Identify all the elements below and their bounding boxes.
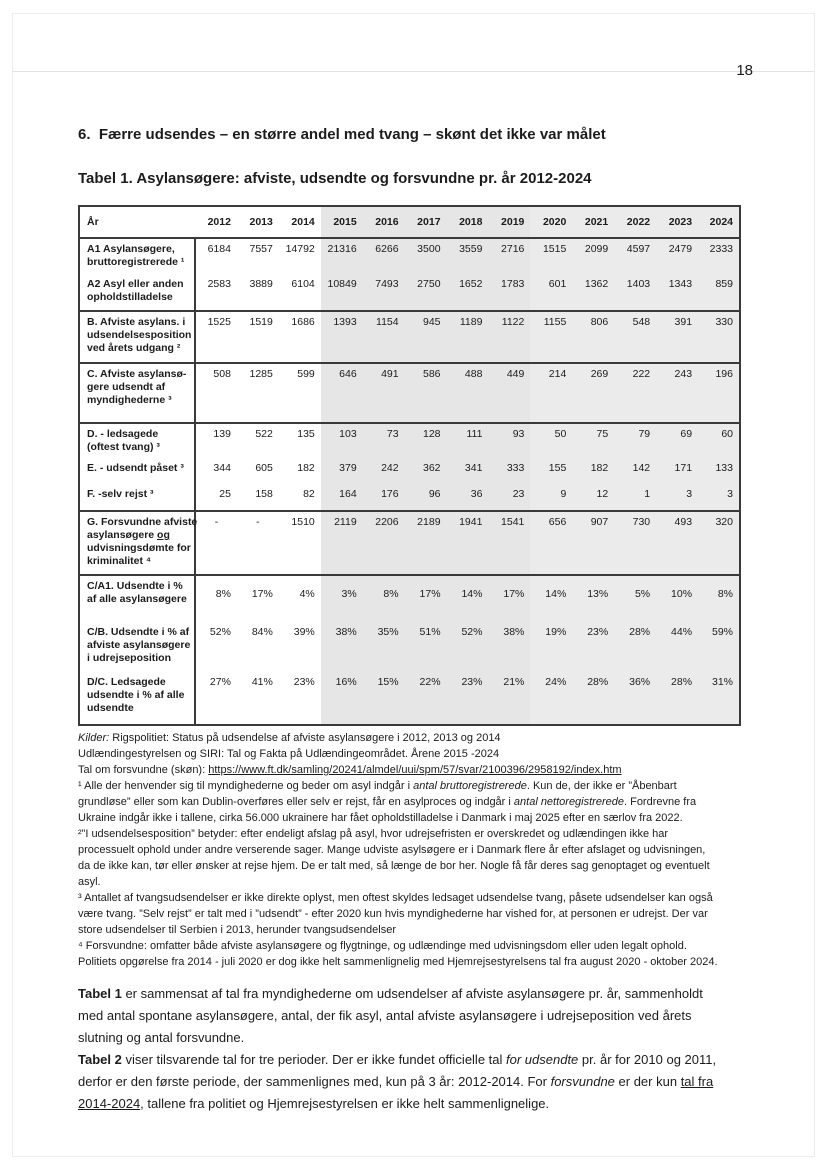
value-cell: 24% — [530, 672, 572, 725]
value-cell: 182 — [279, 458, 321, 484]
value-cell: 164 — [321, 484, 363, 511]
value-cell: 605 — [237, 458, 279, 484]
value-cell: 60 — [698, 423, 740, 458]
value-cell: 93 — [488, 423, 530, 458]
text-run: A1 Asylansøgere, — [87, 243, 175, 255]
value-cell: 196 — [698, 363, 740, 423]
row-label-line — [87, 529, 190, 542]
text-run: F. -selv rejst ³ — [87, 488, 154, 500]
value-cell: 158 — [237, 484, 279, 511]
value-cell: 1 — [614, 484, 656, 511]
text-run: afviste asylansøgere — [87, 639, 191, 651]
text-run: C/A1. Udsendte i % — [87, 580, 183, 592]
row-label-line — [87, 516, 198, 529]
footnotes — [78, 730, 718, 970]
body-text — [78, 983, 723, 1115]
table-row-A2 — [79, 274, 740, 311]
table-row-C — [79, 363, 740, 423]
value-cell: 1941 — [447, 511, 489, 575]
value-cell: 1519 — [237, 311, 279, 363]
value-cell: 23 — [488, 484, 530, 511]
value-cell: 243 — [656, 363, 698, 423]
table-row-CB — [79, 622, 740, 672]
value-cell: 111 — [447, 423, 489, 458]
row-label — [79, 458, 195, 484]
value-cell: 19% — [530, 622, 572, 672]
value-cell: 155 — [530, 458, 572, 484]
value-cell: 586 — [405, 363, 447, 423]
value-cell: 2716 — [488, 238, 530, 274]
value-cell: 6184 — [195, 238, 237, 274]
footnote-line — [78, 938, 718, 970]
value-cell: 6266 — [363, 238, 405, 274]
table-title: Tabel 1. Asylansøgere: afviste, udsendte og forsvundne pr. år 2012-2024 — [78, 170, 592, 187]
value-cell: 1362 — [572, 274, 614, 311]
text-run: . Kun de, der ikke er ”Åbenbart grundløse” eller som kan Dublin-overføres eller selv er rejst, får en asylproces og indgår i — [78, 780, 677, 808]
year-column-header: År — [79, 206, 195, 238]
row-label — [79, 274, 195, 311]
value-cell: 7493 — [363, 274, 405, 311]
table-row-A1 — [79, 238, 740, 274]
value-cell: 3559 — [447, 238, 489, 274]
text-run: pr. år for 2010 og 2011, derfor er den første periode, der sammenlignes med, kun på 3 år: 2012-2014. For — [78, 1052, 717, 1089]
value-cell: 601 — [530, 274, 572, 311]
row-label — [79, 672, 195, 725]
row-label-line — [87, 488, 190, 501]
year-header: 2016 — [363, 206, 405, 238]
value-cell: 52% — [195, 622, 237, 672]
source-link[interactable]: https://www.ft.dk/samling/20241/almdel/uui/spm/57/svar/2100396/2958192/index.htm — [208, 764, 622, 776]
value-cell: 4% — [279, 575, 321, 622]
value-cell: 1783 — [488, 274, 530, 311]
row-label-line — [87, 702, 190, 715]
text-run: og — [157, 529, 170, 541]
text-run: er der kun — [614, 1074, 681, 1089]
text-run: i udrejseposition — [87, 652, 172, 664]
section-heading: 6. Færre udsendes – en større andel med tvang – skønt det ikke var målet — [78, 126, 606, 143]
text-run: udsendelsesposition — [87, 329, 192, 341]
text-run: Rigspolitiet: Status på udsendelse af afviste asylansøgere i 2012, 2013 og 2014 — [109, 732, 501, 744]
text-run: , tallene fra politiet og Hjemrejsestyrelsen er ikke helt sammenlignelige. — [140, 1096, 550, 1111]
text-run: Udlændingestyrelsen og SIRI: Tal og Fakta på Udlændingeområdet. Årene 2015 -2024 — [78, 748, 500, 760]
value-cell: 36% — [614, 672, 656, 725]
text-run: af alle asylansøgere — [87, 593, 187, 605]
value-cell: 2583 — [195, 274, 237, 311]
row-label-line — [87, 689, 190, 702]
year-header: 2017 — [405, 206, 447, 238]
value-cell: 379 — [321, 458, 363, 484]
value-cell: 50 — [530, 423, 572, 458]
value-cell: 79 — [614, 423, 656, 458]
value-cell: 1510 — [279, 511, 321, 575]
value-cell: 59% — [698, 622, 740, 672]
row-label — [79, 238, 195, 274]
value-cell: 17% — [237, 575, 279, 622]
row-label — [79, 622, 195, 672]
value-cell: 522 — [237, 423, 279, 458]
row-label-line — [87, 243, 190, 256]
table-row-CA1 — [79, 575, 740, 622]
text-run: myndighederne ³ — [87, 394, 172, 406]
text-run: udsendte — [87, 702, 134, 714]
row-label-line — [87, 278, 190, 291]
value-cell: 22% — [405, 672, 447, 725]
value-cell: 21% — [488, 672, 530, 725]
value-cell: 3% — [321, 575, 363, 622]
table-row-DC — [79, 672, 740, 725]
year-header: 2012 — [195, 206, 237, 238]
text-run: ¹ Alle der henvender sig til myndighederne og beder om asyl indgår i — [78, 780, 414, 792]
table-row-E — [79, 458, 740, 484]
row-label-line — [87, 256, 190, 269]
value-cell: 449 — [488, 363, 530, 423]
value-cell: 8% — [195, 575, 237, 622]
text-run: ²”I udsendelsesposition” betyder: efter endeligt afslag på asyl, hvor udrejsefristen er overskredet og udlændingen ikke har processuelt ophold under andre verserende sager. Mange udviste asylsøgere er i Danmark flere år efter afslaget og udvisningen, da de ikke kan, tør eller ønsker at rejse hjem. De er talt med, så længe de bor her. Nogle få får deres sag genoptaget og eventuelt asyl. — [78, 828, 710, 888]
table-row-B — [79, 311, 740, 363]
value-cell: 142 — [614, 458, 656, 484]
text-run: asylansøgere — [87, 529, 158, 541]
row-label-line — [87, 626, 190, 639]
row-label-line — [87, 342, 190, 355]
value-cell: 182 — [572, 458, 614, 484]
value-cell: 656 — [530, 511, 572, 575]
text-run: opholdstilladelse — [87, 291, 173, 303]
value-cell: 12 — [572, 484, 614, 511]
value-cell: 2189 — [405, 511, 447, 575]
row-label-line — [87, 316, 190, 329]
row-label-line — [87, 676, 190, 689]
text-run: . Fordrevne fra Ukraine indgår ikke i tallene, cirka 56.000 ukrainere har fået opholdstilladelse i Danmark i maj 2025 efter en særlov fra 2022. — [78, 796, 697, 824]
row-label-line — [87, 428, 190, 441]
value-cell: 3 — [656, 484, 698, 511]
value-cell: 44% — [656, 622, 698, 672]
row-label — [79, 423, 195, 458]
value-cell: 806 — [572, 311, 614, 363]
value-cell: 16% — [321, 672, 363, 725]
text-run: Kilder: — [78, 732, 110, 744]
value-cell: 646 — [321, 363, 363, 423]
value-cell: 599 — [279, 363, 321, 423]
value-cell: 28% — [614, 622, 656, 672]
scan-artifact-line — [12, 71, 814, 72]
value-cell: 10% — [656, 575, 698, 622]
value-cell: 41% — [237, 672, 279, 725]
value-cell: 28% — [656, 672, 698, 725]
value-cell: 362 — [405, 458, 447, 484]
value-cell: 39% — [279, 622, 321, 672]
value-cell: 38% — [488, 622, 530, 672]
text-run: for udsendte — [506, 1052, 579, 1067]
text-run: bruttoregistrerede ¹ — [87, 256, 185, 268]
row-label-line — [87, 593, 190, 606]
value-cell: 1652 — [447, 274, 489, 311]
text-run: ⁴ Forsvundne: omfatter både afviste asylansøgere og flygtninge, og udlændinge med udvisningsdom eller uden legalt ophold. Politiets opgørelse fra 2014 - juli 2020 er dog ikke helt sammenlignelig med Hjemrejsestyrelsens tal fra august 2020 - oktober 2024. — [78, 940, 718, 968]
text-run: (oftest tvang) ³ — [87, 441, 160, 453]
value-cell: 103 — [321, 423, 363, 458]
text-run: ³ Antallet af tvangsudsendelser er ikke direkte oplyst, men oftest skyldes ledsaget udsendelse tvang, påsete udsendelser kan også være tvang. ”Selv rejst” er talt med i ”udsendt” - efter 2020 kun hvis myndighederne har vished for, at personen er udrejst. Der var store udsendelser til Serbien i 2013, herunder tvangsudsendelser — [78, 892, 713, 936]
value-cell: 391 — [656, 311, 698, 363]
value-cell: 4597 — [614, 238, 656, 274]
value-cell: 7557 — [237, 238, 279, 274]
value-cell: 133 — [698, 458, 740, 484]
value-cell: 1285 — [237, 363, 279, 423]
value-cell: 3500 — [405, 238, 447, 274]
row-label-line — [87, 329, 190, 342]
value-cell: 6104 — [279, 274, 321, 311]
value-cell: 2333 — [698, 238, 740, 274]
row-label — [79, 311, 195, 363]
table-header-row — [79, 206, 740, 238]
value-cell: 907 — [572, 511, 614, 575]
value-cell: 1686 — [279, 311, 321, 363]
year-header: 2013 — [237, 206, 279, 238]
value-cell: 17% — [405, 575, 447, 622]
footnote-line — [78, 730, 718, 746]
text-run: Tabel 1 — [78, 986, 122, 1001]
year-header: 2014 — [279, 206, 321, 238]
value-cell: 25 — [195, 484, 237, 511]
value-cell: 176 — [363, 484, 405, 511]
text-run: ved årets udgang ² — [87, 342, 181, 354]
value-cell: 135 — [279, 423, 321, 458]
value-cell: 945 — [405, 311, 447, 363]
value-cell: 28% — [572, 672, 614, 725]
row-label-line — [87, 381, 190, 394]
text-run: C/B. Udsendte i % af — [87, 626, 190, 638]
text-run: kriminalitet ⁴ — [87, 555, 152, 567]
value-cell: 2479 — [656, 238, 698, 274]
value-cell: 1515 — [530, 238, 572, 274]
row-label-line — [87, 542, 190, 555]
row-label-line — [87, 462, 190, 475]
row-label — [79, 511, 198, 575]
value-cell: 1155 — [530, 311, 572, 363]
text-run: er sammensat af tal fra myndighederne om udsendelser af afviste asylansøgere pr. år, sammenholdt med antal spontane asylansøgere, antal, der fik asyl, antal afviste asylansøgere i udrejseposition ved årets slutning og antal forsvundne. — [78, 986, 703, 1045]
text-run: gere udsendt af — [87, 381, 166, 393]
value-cell: 14% — [530, 575, 572, 622]
value-cell: 344 — [195, 458, 237, 484]
text-run: forsvundne — [550, 1074, 615, 1089]
value-cell: 14% — [447, 575, 489, 622]
year-header: 2019 — [488, 206, 530, 238]
value-cell: 8% — [698, 575, 740, 622]
text-run: E. - udsendt påset ³ — [87, 462, 184, 474]
text-run: udsendte i % af alle — [87, 689, 185, 701]
value-cell: 9 — [530, 484, 572, 511]
value-cell: - — [195, 511, 237, 575]
value-cell: 2099 — [572, 238, 614, 274]
table-row-G — [79, 511, 740, 575]
year-header: 2024 — [698, 206, 740, 238]
row-label-line — [87, 441, 190, 454]
value-cell: 269 — [572, 363, 614, 423]
value-cell: 5% — [614, 575, 656, 622]
text-run: viser tilsvarende tal for tre perioder. Der er ikke fundet officielle tal — [121, 1052, 507, 1067]
value-cell: 341 — [447, 458, 489, 484]
value-cell: 1393 — [321, 311, 363, 363]
value-cell: 23% — [279, 672, 321, 725]
row-label — [79, 363, 195, 423]
value-cell: 139 — [195, 423, 237, 458]
value-cell: 69 — [656, 423, 698, 458]
value-cell: 214 — [530, 363, 572, 423]
value-cell: 1189 — [447, 311, 489, 363]
value-cell: 82 — [279, 484, 321, 511]
value-cell: 15% — [363, 672, 405, 725]
page-content — [78, 126, 742, 1115]
value-cell: 242 — [363, 458, 405, 484]
value-cell: 1541 — [488, 511, 530, 575]
value-cell: 35% — [363, 622, 405, 672]
value-cell: 730 — [614, 511, 656, 575]
text-run: C. Afviste asylansø- — [87, 368, 187, 380]
value-cell: 508 — [195, 363, 237, 423]
value-cell: 73 — [363, 423, 405, 458]
page-number: 18 — [736, 62, 753, 79]
row-label — [79, 484, 195, 511]
value-cell: 96 — [405, 484, 447, 511]
value-cell: 14792 — [279, 238, 321, 274]
value-cell: 23% — [447, 672, 489, 725]
value-cell: 330 — [698, 311, 740, 363]
text-run: D/C. Ledsagede — [87, 676, 166, 688]
value-cell: 3 — [698, 484, 740, 511]
value-cell: 31% — [698, 672, 740, 725]
value-cell: 23% — [572, 622, 614, 672]
footnote-line — [78, 762, 718, 778]
value-cell: 2206 — [363, 511, 405, 575]
value-cell: 491 — [363, 363, 405, 423]
value-cell: 36 — [447, 484, 489, 511]
value-cell: 128 — [405, 423, 447, 458]
year-header: 2015 — [321, 206, 363, 238]
text-run: D. - ledsagede — [87, 428, 159, 440]
value-cell: 52% — [447, 622, 489, 672]
value-cell: 8% — [363, 575, 405, 622]
value-cell: 3889 — [237, 274, 279, 311]
value-cell: 548 — [614, 311, 656, 363]
value-cell: 17% — [488, 575, 530, 622]
row-label-line — [87, 394, 190, 407]
value-cell: 859 — [698, 274, 740, 311]
value-cell: 320 — [698, 511, 740, 575]
value-cell: 1525 — [195, 311, 237, 363]
year-header: 2018 — [447, 206, 489, 238]
value-cell: 171 — [656, 458, 698, 484]
value-cell: 1403 — [614, 274, 656, 311]
text-run: tal fra 2014-2024 — [78, 1074, 714, 1111]
row-label-line — [87, 639, 190, 652]
value-cell: 488 — [447, 363, 489, 423]
row-label-line — [87, 652, 190, 665]
value-cell: 13% — [572, 575, 614, 622]
value-cell: 493 — [656, 511, 698, 575]
value-cell: 84% — [237, 622, 279, 672]
value-cell: 2119 — [321, 511, 363, 575]
text-run: antal nettoregistrerede — [513, 796, 624, 808]
table-row-D — [79, 423, 740, 458]
value-cell: 51% — [405, 622, 447, 672]
row-label — [79, 575, 195, 622]
body-paragraph — [78, 983, 723, 1049]
value-cell: 10849 — [321, 274, 363, 311]
text-run: udvisningsdømte for — [87, 542, 191, 554]
value-cell: 38% — [321, 622, 363, 672]
text-run: B. Afviste asylans. i — [87, 316, 186, 328]
value-cell: 222 — [614, 363, 656, 423]
row-label-line — [87, 580, 190, 593]
value-cell: 75 — [572, 423, 614, 458]
footnote-line — [78, 778, 718, 826]
body-paragraph — [78, 1049, 723, 1115]
year-header: 2020 — [530, 206, 572, 238]
value-cell: 1343 — [656, 274, 698, 311]
value-cell: 2750 — [405, 274, 447, 311]
text-run: Tabel 2 — [78, 1052, 122, 1067]
value-cell: 1154 — [363, 311, 405, 363]
row-label-line — [87, 291, 190, 304]
footnote-line — [78, 890, 718, 938]
text-run: A2 Asyl eller anden — [87, 278, 184, 290]
footnote-line — [78, 746, 718, 762]
row-label-line — [87, 368, 190, 381]
table-row-F — [79, 484, 740, 511]
asylum-data-table — [78, 205, 741, 726]
value-cell: 27% — [195, 672, 237, 725]
text-run: G. Forsvundne afviste — [87, 516, 198, 528]
year-header: 2023 — [656, 206, 698, 238]
year-header: 2021 — [572, 206, 614, 238]
value-cell: 333 — [488, 458, 530, 484]
text-run: Tal om forsvundne (skøn): — [78, 764, 209, 776]
year-header: 2022 — [614, 206, 656, 238]
row-label-line — [87, 555, 190, 568]
value-cell: 1122 — [488, 311, 530, 363]
value-cell: 21316 — [321, 238, 363, 274]
value-cell: - — [237, 511, 279, 575]
footnote-line — [78, 826, 718, 890]
text-run: antal bruttoregistrerede — [413, 780, 527, 792]
